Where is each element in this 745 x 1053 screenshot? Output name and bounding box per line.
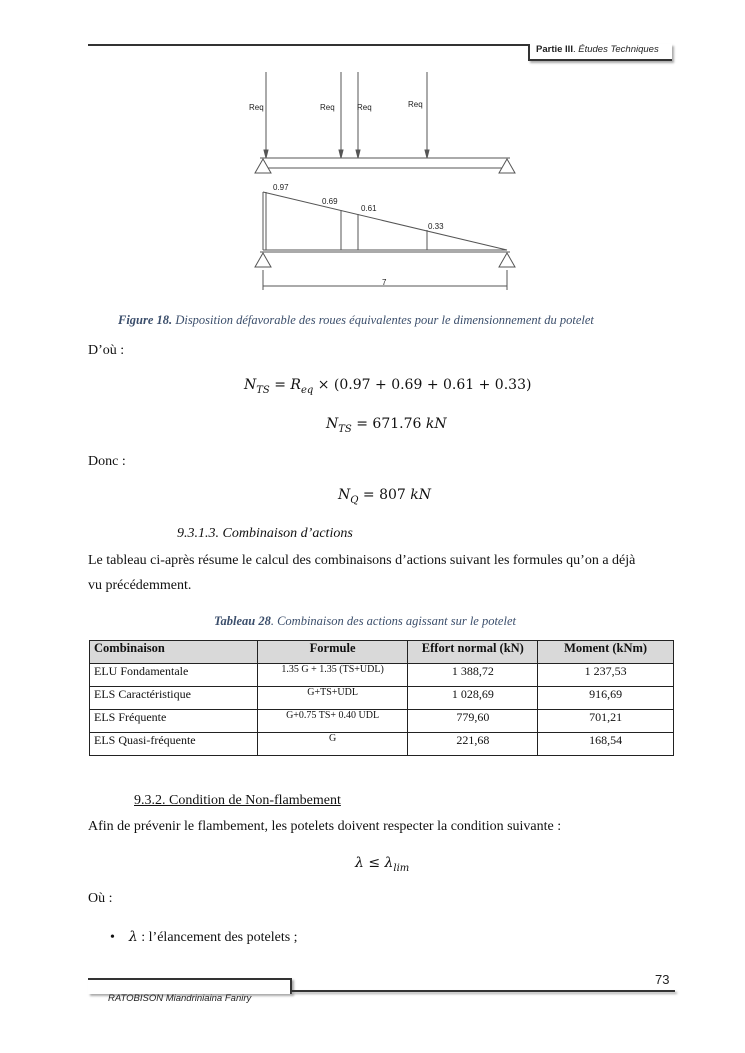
table-cell: 1 388,72 bbox=[408, 664, 538, 687]
load-label: Req bbox=[320, 103, 335, 112]
paragraph-line: vu précédemment. bbox=[88, 578, 192, 593]
formula-nts-value: $N_{TS} = 671.76$ kN bbox=[326, 416, 447, 435]
table-caption-text: . Combinaison des actions agissant sur le potelet bbox=[270, 614, 516, 628]
table-cell: 916,69 bbox=[538, 687, 674, 710]
table-row bbox=[90, 664, 674, 687]
header-part: Partie III bbox=[536, 44, 573, 55]
header-cell: Formule bbox=[257, 641, 408, 664]
ordinate-label: 0.97 bbox=[273, 183, 289, 192]
load-label: Req bbox=[357, 103, 372, 112]
section-heading: 9.3.2. Condition de Non-flambement bbox=[134, 793, 341, 808]
footer-tab bbox=[88, 978, 292, 994]
table-cell: ELS Quasi-fréquente bbox=[90, 733, 258, 756]
subsection-heading: 9.3.1.3. Combinaison d’actions bbox=[177, 526, 353, 541]
header-section: Études Techniques bbox=[578, 44, 659, 55]
footer-author: RATOBISON Miandriniaina Faniry bbox=[108, 993, 252, 1004]
support-left bbox=[255, 159, 271, 173]
table-cell: G+0.75 TS+ 0.40 UDL bbox=[257, 710, 408, 733]
running-header: Partie III. Études Techniques bbox=[536, 44, 659, 55]
support-right bbox=[499, 159, 515, 173]
header-cell: Effort normal (kN) bbox=[408, 641, 538, 664]
support-left-2 bbox=[255, 253, 271, 267]
paragraph-line: Afin de prévenir le flambement, les potelets doivent respecter la condition suivante : bbox=[88, 819, 562, 834]
support-right-2 bbox=[499, 253, 515, 267]
table-caption-label: Tableau 28 bbox=[214, 614, 271, 628]
beam-influence-figure bbox=[240, 70, 530, 292]
figure-caption bbox=[118, 313, 594, 328]
ordinate-label: 0.69 bbox=[322, 197, 338, 206]
load-label: Req bbox=[408, 100, 423, 109]
table-cell: 701,21 bbox=[538, 710, 674, 733]
bullet-item: • λ : l’élancement des potelets ; bbox=[110, 929, 298, 945]
table-cell: 1.35 G + 1.35 (TS+UDL) bbox=[257, 664, 408, 687]
header-cell: Combinaison bbox=[90, 641, 258, 664]
header-rule bbox=[88, 44, 528, 46]
formula-nq-value: $N_Q = 807$ kN bbox=[338, 487, 431, 506]
table-row bbox=[90, 710, 674, 733]
influence-line bbox=[263, 192, 507, 250]
span-label: 7 bbox=[382, 278, 387, 287]
table-cell: G bbox=[257, 733, 408, 756]
footer-rule bbox=[290, 990, 675, 992]
header-cell: Moment (kNm) bbox=[538, 641, 674, 664]
combination-table bbox=[89, 640, 674, 756]
arrow-head bbox=[425, 150, 429, 158]
table-cell: 779,60 bbox=[408, 710, 538, 733]
paragraph-line: Le tableau ci-après résume le calcul des combinaisons d’actions suivant les formules qu’on a déjà bbox=[88, 553, 636, 568]
table-cell: 221,68 bbox=[408, 733, 538, 756]
dou-text: D’où : bbox=[88, 343, 125, 358]
arrow-head bbox=[339, 150, 343, 158]
table-cell: 168,54 bbox=[538, 733, 674, 756]
figure-caption-text: Disposition défavorable des roues équivalentes pour le dimensionnement du potelet bbox=[175, 313, 594, 327]
formula-nts-sum: $N_{TS} = R_{eq} \times (0.97 + 0.69 + 0.61 + 0.33)$ bbox=[244, 377, 532, 396]
ou-text: Où : bbox=[88, 891, 113, 906]
load-label: Req bbox=[249, 103, 264, 112]
page-number: 73 bbox=[655, 972, 670, 987]
donc-text: Donc : bbox=[88, 454, 126, 469]
arrow-head bbox=[356, 150, 360, 158]
table-cell: G+TS+UDL bbox=[257, 687, 408, 710]
table-cell: 1 237,53 bbox=[538, 664, 674, 687]
formula-slenderness: $\lambda \le \lambda_{lim}$ bbox=[355, 855, 410, 874]
arrow-head bbox=[264, 150, 268, 158]
table-cell: ELS Caractéristique bbox=[90, 687, 258, 710]
table-row bbox=[90, 687, 674, 710]
table-row bbox=[90, 733, 674, 756]
ordinate-label: 0.61 bbox=[361, 204, 377, 213]
table-caption bbox=[214, 614, 516, 629]
ordinate-label: 0.33 bbox=[428, 222, 444, 231]
table-cell: 1 028,69 bbox=[408, 687, 538, 710]
table-cell: ELS Fréquente bbox=[90, 710, 258, 733]
bullet-dot: • bbox=[110, 930, 115, 945]
table-cell: ELU Fondamentale bbox=[90, 664, 258, 687]
figure-caption-label: Figure 18. bbox=[118, 313, 173, 327]
table-header-row bbox=[90, 641, 674, 664]
